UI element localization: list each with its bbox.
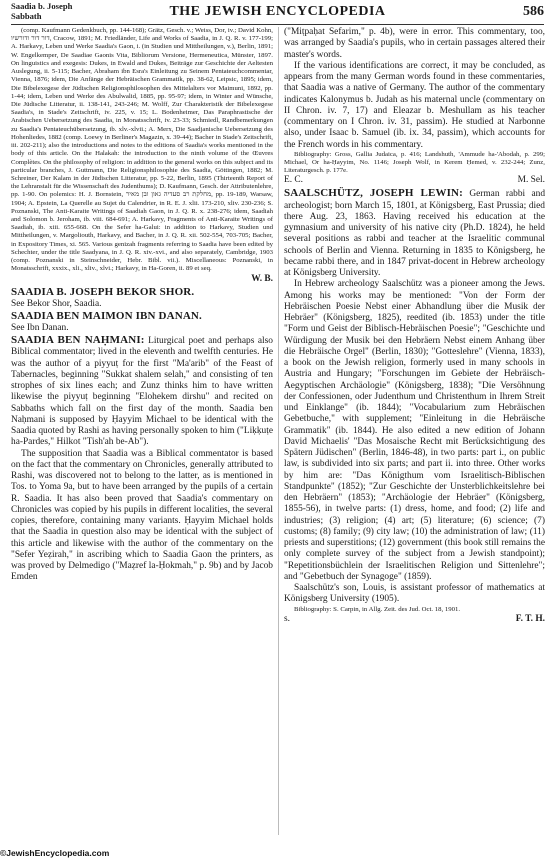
right-column xyxy=(284,27,545,855)
entry-bibliography: Bibliography: Gross, Gallia Judaica, p. 416; Landshuth, 'Ammude ha-'Abodah, p. 299; Michael, Or ha-Ḥayyim, No. 1146; Joseph Wolf, in Kerem Ḥemed, v. 232-244; Zunz, Literaturgesch. p. 177e. xyxy=(284,150,545,175)
entry-signature xyxy=(284,614,545,625)
signature-left: s. xyxy=(284,613,290,624)
left-column xyxy=(11,27,273,837)
bibliography-signature xyxy=(11,274,273,285)
column-divider xyxy=(278,27,279,835)
header-rule xyxy=(11,24,544,25)
page-number: 586 xyxy=(523,4,544,19)
entry-headword: SAADIA B. JOSEPH BEKOR SHOR. xyxy=(11,285,195,298)
entry-saalschutz xyxy=(284,188,545,279)
page-header xyxy=(11,2,544,24)
copyright-link[interactable]: ©JewishEncyclopedia.com xyxy=(0,848,110,858)
signature-right: F. T. H. xyxy=(515,613,545,624)
entry-paragraph: In Hebrew archeology Saalschütz was a pioneer among the Jews. Among his works may be mentioned: "Von der Form der Hebräischen Poesie Nebst einer Abhandlung über die Musik der Hebräer" (Königsberg, 1825), reedited (ib. 1853) under the title "Form und Geist der Biblisch-Hebräischen Poesie"; "Geschichte und Würdigung der Musik bei den Hebräern Nebst einem Anhang über die Hebräische Orgel" (Berlin, 1830); "Gotteslehre" (Vienna, 1833), a book on the Jewish religion, formerly used in many schools in Austria and Hungary; "Forschungen im Gebiete der Hebräisch-Aegyptischen Archäologie" (Königsberg, 1838); "Die Versöhnung der Confessionen, oder Judenthum und Christenthum in Ihrem Streit und Einklange" (ib. 1844); "Vocabularium zum Hebräischen Gebetbuche," with supplement; "Einleitung in die Hebräische Grammatik" (ib. 1844). He also edited a new edition of Johann David Michaelis' "Das Mosaische Recht mit Berücksichtigung des Spätern Jüdischen" (Berlin, 1846-48), in two parts: part i., on public law, is subdivided into six parts; and part ii. into three. Other works by him are: "Das Königthum vom Israelitisch-Biblischen Standpunkte" (1852); "Zur Geschichte der Unsterblichkeitslehre bei den Hebräern" (1853); "Archäologie der Hebräer" (Königsberg, 1855-56), in twelve parts: (1) dress, home, and food; (2) life and industries; (3) religion; (4) art; (5) literature; (6) science; (7) customs; (8) family; (9) city law; (10) the administration of law; (11) priests and superstitions; (12) government (this book still remains the only complete survey of the subject from a Jewish standpoint); "Repetitionsbüchlein der Israelitischen Religion und Sittenlehre"; and "Gebetbuch der Synagoge" (1859). xyxy=(284,279,545,582)
entry-headword: SAADIA BEN NAḤMANI: xyxy=(11,334,145,347)
entry-saadia-bekor-shor xyxy=(11,287,273,299)
entry-paragraph: German rabbi and archeologist; born March 15, 1801, at Königsberg, East Prussia; died there Aug. 23, 1863. Having received his education at the gymnasium and university of his native city (Ph.D. 1824), he held several positions as rabbi and teacher at the Israelitic communal schools of Berlin and Vienna. Returning in 1835 to Königsberg, he became rabbi there, and in 1847 privat-docent in Hebrew archeology at Königsberg University. xyxy=(284,189,545,279)
entry-saadia-ben-nahmani xyxy=(11,335,273,449)
entry-paragraph-continued: ("Miṭpaḥat Sefarim," p. 4b), were in error. This commentary, too, was arranged by Saadia's pupils, who in certain passages altered their master's words. xyxy=(284,27,545,60)
running-head-first: Saadia b. Joseph xyxy=(11,1,73,11)
entry-paragraph: If the various identifications are correct, it may be concluded, as appears from the many German words found in these commentaries, that Saadia was a native of Germany. The author of the commentary indicates Kalonymus b. Judah as his maternal uncle (commentary on II Chron. iv. 7, 17) and Eleazar b. Meshullam as his teacher (commentary on I Chron. iv. 31, passim). He studied at Narbonne also, under Isaac b. Samuel (ib. ix. 34, passim), which accounts for the French words in his commentary. xyxy=(284,60,545,150)
entry-saadia-ibn-danan xyxy=(11,311,273,323)
saadia-gaon-bibliography: (comp. Kaufmann Gedenkbuch, pp. 144-168); Grätz, Gesch. v.; Weiss, Dor, iv.; David Kohn, דור דור ודורשיו, Cracow, 1891; M. Friedländer, Life and Works of Saadia, in J. Q. R. v. 177-199; A. Harkavy, Leben und Werke Saadia's Gaon, i. (in Studien und Mittheilungen, v.), Berlin, 1891; W. Engelkemper, De Saadiae Gaonis Vita, Bibliorum Versione, Hermeneutica, Münster, 1897. On linguistics and exegesis: Dukes, in Ewald and Dukes, Beiträge zur Geschichte der Aeltesten Auslegung, ii. 5-115; Bacher, Abraham ibn Esra's Einleitung zu Seinem Pentateuchcommentar, Vienna, 1876; idem, Die Anfänge der Hebräischen Grammatik, pp. 38-62, Leipsic, 1895; idem, Die Bibelexegese der Jüdischen Religionsphilosophen des Mittelalters vor Maimuni, 1892, pp. 1-44; idem, Leben und Werke des Abulwalid, 1885, pp. 95-97; idem, in Winter and Wünsche, Die Jüdische Litteratur, ii. 138-141, 243-246; M. Wolff, Zur Charakteristik der Bibelexegese Saadia's, in Stade's Zeitschrift, iv. 225, v. 15; L. Bodenheimer, Das Paraphrastische der Arabischen Uebersetzung des Saadia, in Monatsschrift, iv. 23-33; Schmiedl, Randbemerkungen zu Saadia's Pentateuchübersetzung, ib. xlv.-xlvii.; A. Merx, Die Saadjanische Uebersetzung des Hohenliedes, 1882 (comp. Loewy in Berliner's Magazin, x. 39-44); Bacher in Stade's Zeitschrift, iii. 202-211); also the introductions and notes to the editions of Saadia's works mentioned in the body of this article. On the Halakah: the introduction to the ninth volume of the Œuvres Complètes. On the philosophy of religion: in addition to the general works on this subject and its particular branches, J. Guttmann, Die Religionsphilosophie des Saadia, Göttingen, 1882; M. Schreiner, Der Kalam in der Jüdischen Litteratur, pp. 5-22, Berlin, 1895 (Thirteenth Report of the Lehranstalt für die Wissenschaft des Judenthums); D. Kaufmann, Gesch. der Attributenlehre, pp. 1-90. On polemics: H. J. Bornstein, מחלקת רב סעדיה גאון ובן מאיר, pp. 19-189, Warsaw, 1904; A. Epstein, La Querelle au Sujet du Calendrier, in R. E. J. xlii. 173-210, xliv. 230-236; S. Poznanski, The Anti-Karaite Writings of Saadiah Gaon, in J. Q. R. x. 238-276; idem, Saadiah and Solomon b. Jeroham, ib. viii. 684-691; A. Harkavy, Fragments of Anti-Karaite Writings of Saadiah, ib. xiii. 655-668. On the Sefer ha-Galui: in addition to Harkavy, Studien und Mittheilungen, v. Margoliouth, Harkavy, and Bacher, in J. Q. R. xii. 502-554, 703-705; Bacher, in Expository Times, xi. 565. Various genizah fragments referring to Saadia have been edited by Schechter, under the title Saadyana, in J. Q. R. xiv.-xvi., and also separately, Cambridge, 1903 (comp. Poznanski in Steinschneider, Hebr. Bibl. vii.). Miscellaneous: Poznanski, in Monatsschrift, xxxix., xli., xliv., xlvi.; Harkavy, in Ha-Goren, ii. 89 et seq. xyxy=(11,27,273,273)
cross-reference[interactable]: See Bekor Shor, Saadia. xyxy=(11,298,102,309)
publication-title: THE JEWISH ENCYCLOPEDIA xyxy=(169,4,386,19)
signature-right: M. Sel. xyxy=(517,175,545,186)
entry-paragraph: Saalschütz's son, Louis, is assistant professor of mathematics at Königsberg University (1905). xyxy=(284,583,545,605)
cross-reference[interactable]: See Ibn Danan. xyxy=(11,323,69,334)
signature-left: E. C. xyxy=(284,175,304,186)
entry-bibliography: Bibliography: S. Carpin, in Allg. Zeit. des Jud. Oct. 18, 1901. xyxy=(294,605,461,613)
entry-paragraph: Liturgical poet and perhaps also Biblical commentator; lived in the eleventh and twelfth centuries. He was the author of a piyyuṭ for the first "Ma'arib" of the Feast of Tabernacles, beginning "Sukkat shalem selah," and consisting of ten strophes of six lines each; and Zunz thinks him to have written likewise the piyyuṭ beginning "Elohekem dirshu" and recited on Sabbaths which fall on the first day of the month. Saadia ben Naḥmani is supposed by Ḥayyim Michael to be identical with the Saadia quoted by Rashi as having personally spoken to him ("Liḳḳuṭe ha-Pardes," Hilkot "Tish'ah be-Ab"). xyxy=(11,336,273,448)
entry-headword: SAALSCHÜTZ, JOSEPH LEWIN: xyxy=(284,187,463,200)
signature-initials: W. B. xyxy=(251,273,273,284)
entry-signature xyxy=(284,175,545,186)
entry-headword: SAADIA BEN MAIMON IBN DANAN. xyxy=(11,309,202,322)
running-head-last: Sabbath xyxy=(11,10,42,21)
entry-paragraph: The supposition that Saadia was a Biblical commentator is based on the fact that the commentary on Chronicles, generally attributed to Rashi, was discovered not to belong to the latter, as is mentioned in Tos. to Yoma 9a, but to have been arranged by the pupils of a certain R. Saadia. It has also been proved that Saadia's commentary on Chronicles was copied by his pupils in different localities, the several copies, therefore, containing many variants. Ḥayyim Michael holds that the Saadia in question also may be identical with the subject of this article and likewise with the author of the commentary on the "Sefer Yeẓirah," in ascribing which to Saadia Gaon the printers, as was proved by Delmedigo ("Maẓref la-Ḥokmah," p. 9b) and by Jacob Emden xyxy=(11,448,273,583)
